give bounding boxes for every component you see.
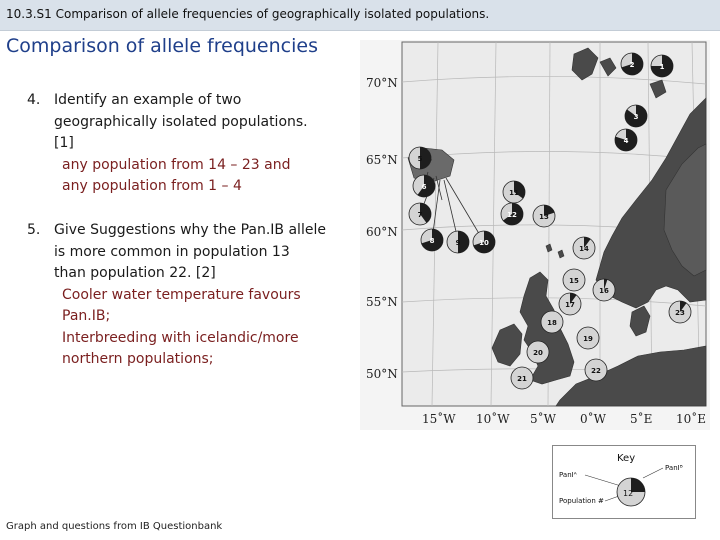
- population-marker: [503, 181, 525, 203]
- slide-title: Comparison of allele frequencies: [6, 35, 318, 57]
- lat-label: 50°N: [366, 367, 398, 381]
- lon-label: 0˚W: [580, 412, 606, 426]
- question-line: geographically isolated populations.: [54, 113, 308, 130]
- population-number: 5: [417, 155, 423, 163]
- population-number: 3: [633, 113, 639, 121]
- population-number: 15: [569, 277, 579, 285]
- population-marker: [511, 367, 533, 389]
- key-pan-b-label: PanIᴮ: [665, 464, 683, 472]
- key-pan-a-label: PanIᴬ: [559, 471, 577, 479]
- lon-label: 5˚W: [530, 412, 556, 426]
- population-number: 14: [579, 245, 589, 253]
- key-pointer: [605, 496, 619, 501]
- question-line: is more common in population 13: [54, 243, 290, 260]
- population-marker: [563, 269, 585, 291]
- key-title: Key: [617, 453, 636, 464]
- population-marker: [585, 359, 607, 381]
- question-line: [1]: [54, 135, 74, 151]
- population-number: 17: [565, 301, 575, 309]
- answer-line: northern populations;: [62, 351, 214, 367]
- population-number: 2: [629, 61, 635, 69]
- answer-line: Interbreeding with icelandic/more: [62, 329, 299, 346]
- population-number: 4: [623, 137, 629, 145]
- key-figure: [553, 446, 695, 518]
- population-marker: [615, 129, 637, 151]
- population-number: 12: [507, 211, 517, 219]
- population-number: 7: [417, 211, 423, 219]
- population-marker: [541, 311, 563, 333]
- population-number: 6: [421, 183, 427, 191]
- lat-label: 60°N: [366, 225, 398, 239]
- lon-label: 10˚E: [676, 412, 707, 426]
- population-marker: [533, 205, 555, 227]
- question-line: than population 22. [2]: [54, 265, 216, 281]
- population-number: 11: [509, 189, 519, 197]
- population-marker: [651, 55, 673, 77]
- population-marker: [447, 231, 469, 253]
- population-marker: [473, 231, 495, 253]
- answer-line: any population from 14 – 23 and: [62, 156, 291, 173]
- population-number: 20: [533, 349, 543, 357]
- lon-label: 5˚E: [630, 412, 653, 426]
- question-line: Give Suggestions why the Pan.IB allele: [54, 222, 326, 238]
- population-number: 1: [659, 63, 665, 71]
- question-number: 5.: [27, 222, 41, 238]
- population-number: 9: [455, 239, 461, 247]
- population-marker: [421, 229, 443, 251]
- answer-line: Cooler water temperature favours: [62, 286, 301, 303]
- population-number: 13: [539, 213, 549, 221]
- population-marker: [573, 237, 595, 259]
- allele-frequency-map: [360, 40, 710, 430]
- population-number: 19: [583, 335, 593, 343]
- key-box: [552, 445, 696, 519]
- lat-label: 65°N: [366, 153, 398, 167]
- population-marker: [527, 341, 549, 363]
- header-title: 10.3.S1 Comparison of allele frequencies of geographically isolated populations.: [6, 7, 490, 21]
- population-marker: [621, 53, 643, 75]
- population-marker: [625, 105, 647, 127]
- lat-label: 55°N: [366, 295, 398, 309]
- population-number: 18: [547, 319, 557, 327]
- lon-label: 15˚W: [422, 412, 456, 426]
- key-pointer: [643, 468, 663, 478]
- population-number: 23: [675, 309, 685, 317]
- lon-label: 10˚W: [476, 412, 510, 426]
- population-number: 10: [479, 239, 489, 247]
- population-number: 16: [599, 287, 609, 295]
- population-marker: [501, 203, 523, 225]
- key-example-number: 12: [623, 489, 634, 498]
- population-marker: [413, 175, 435, 197]
- population-number: 21: [517, 375, 527, 383]
- question-line: Identify an example of two: [54, 92, 242, 108]
- population-marker: [577, 327, 599, 349]
- population-marker: [409, 147, 431, 169]
- population-number: 22: [591, 367, 601, 375]
- population-marker: [559, 293, 581, 315]
- population-marker: [409, 203, 431, 225]
- source-credit: Graph and questions from IB Questionbank: [6, 521, 223, 532]
- key-pointer: [585, 475, 621, 486]
- header-bar: [0, 0, 720, 31]
- population-marker: [669, 301, 691, 323]
- population-number: 8: [429, 237, 435, 245]
- answer-line: Pan.IB;: [62, 308, 111, 324]
- question-number: 4.: [27, 92, 41, 108]
- answer-line: any population from 1 – 4: [62, 178, 242, 194]
- key-population-label: Population #: [559, 497, 604, 505]
- population-marker: [593, 279, 615, 301]
- lat-label: 70°N: [366, 76, 398, 90]
